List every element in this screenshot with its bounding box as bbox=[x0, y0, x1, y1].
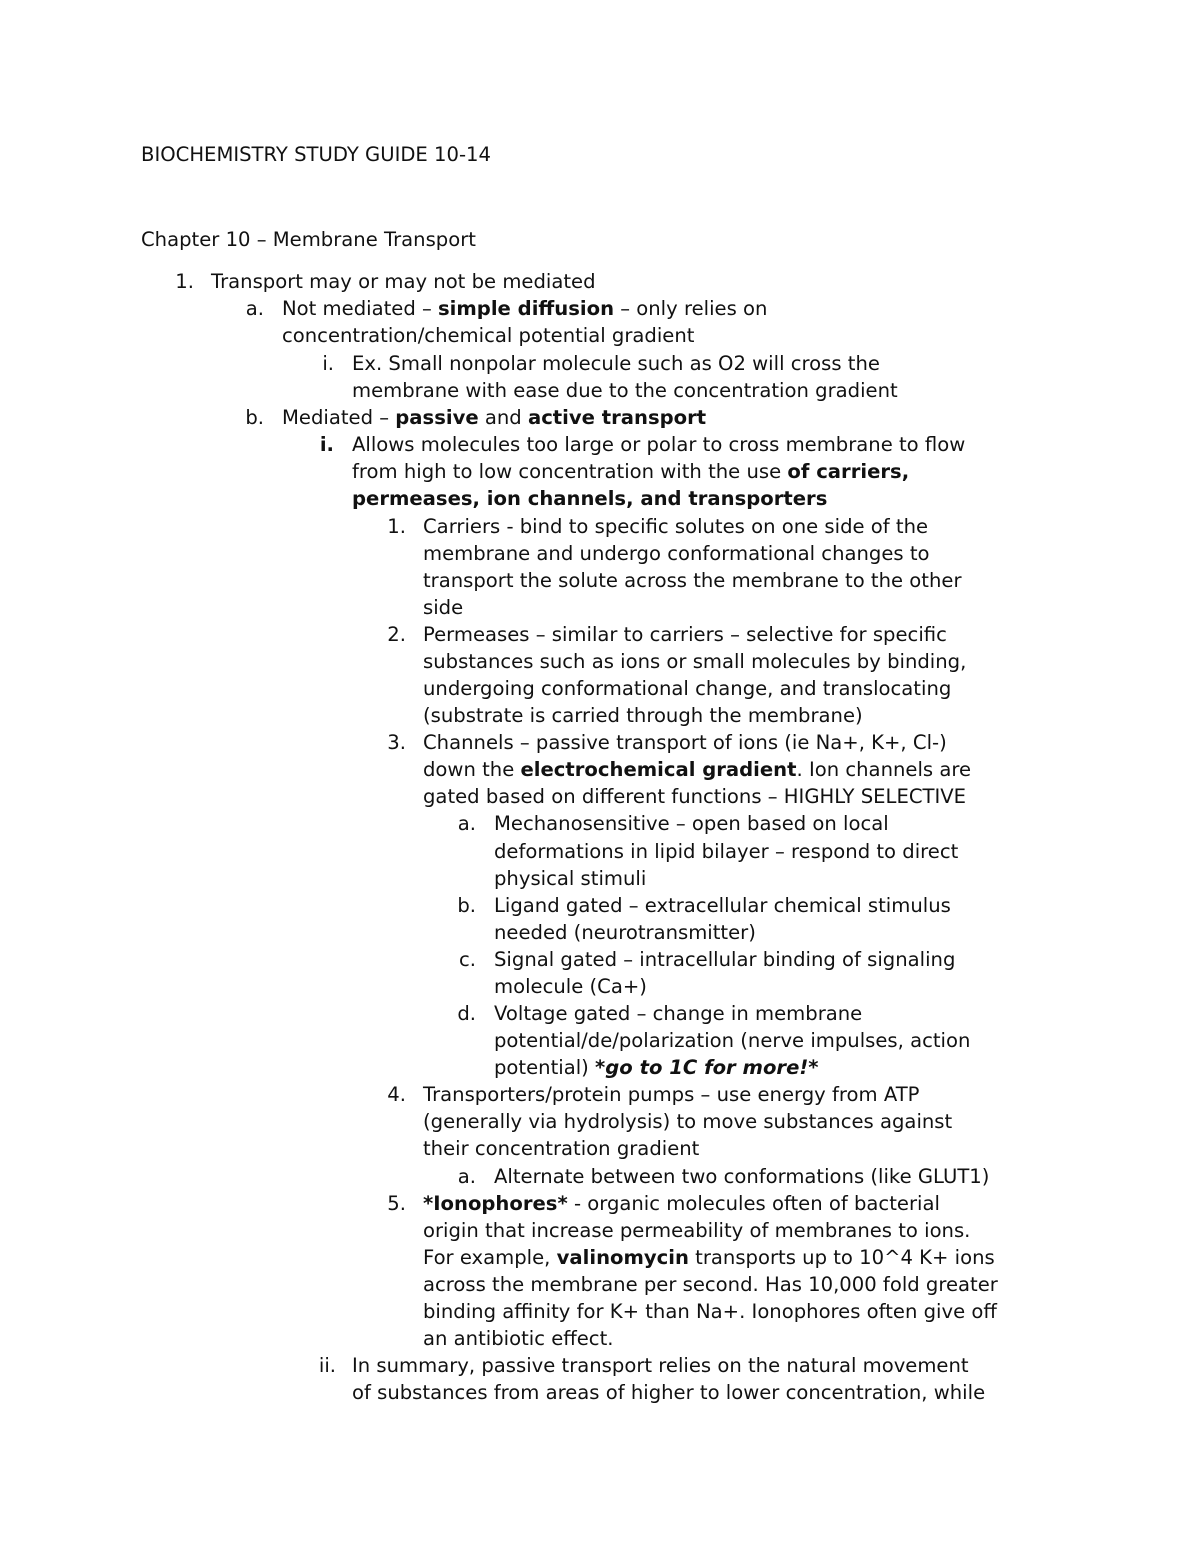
list-marker: b. bbox=[457, 894, 476, 917]
list-marker: 1. bbox=[387, 515, 406, 538]
list-marker: b. bbox=[245, 406, 264, 429]
list-marker: a. bbox=[457, 812, 476, 835]
term-simple-diffusion: simple diffusion bbox=[438, 297, 615, 320]
list-marker: 5. bbox=[387, 1192, 406, 1215]
term-passive: passive bbox=[395, 406, 479, 429]
list-marker: d. bbox=[457, 1002, 476, 1025]
list-marker: 3. bbox=[387, 731, 406, 754]
list-marker: i. bbox=[319, 433, 334, 456]
list-marker: 1. bbox=[175, 270, 194, 293]
list-marker: c. bbox=[458, 948, 476, 971]
cross-reference-note: *go to 1C for more!* bbox=[595, 1056, 819, 1079]
list-item-text: Transport may or may not be mediated bbox=[211, 270, 596, 293]
list-marker: a. bbox=[457, 1165, 476, 1188]
term-valinomycin: valinomycin bbox=[556, 1246, 689, 1269]
term-ionophores: *Ionophores* bbox=[423, 1192, 568, 1215]
term-electrochemical-gradient: electrochemical gradient bbox=[520, 758, 797, 781]
list-marker: a. bbox=[245, 297, 264, 320]
list-marker: 2. bbox=[387, 623, 406, 646]
list-marker: ii. bbox=[318, 1354, 336, 1377]
list-marker: i. bbox=[322, 352, 334, 375]
document-page: BIOCHEMISTRY STUDY GUIDE 10-14 Chapter 10 – Membrane Transport 1. Transport may or may not be mediated a. Not mediated – simple diffusion – only relies on concentration/chemical potential gradient i. Ex. Small nonpolar molecule such as O2 will cross the membrane with ease due to the concentration gradient b. Mediated – passive and active transport i. Allows molecules too large or polar to cross membrane to flow from high to low concentration with the use of carriers, permeases, ion channels, and transporters 1. Carriers - bind to specific solutes on one side of the membrane and undergo conformational changes to transport the solute across the membrane to the other side 2. Permeases – similar to carriers – selective for specific substances such as ions or small molecules by binding, undergoing conformational change, and translocating (substrate is carried through the membrane) 3. Channels – passive transport of ions (ie Na+, K+, Cl-) down the electrochemical gradient. Ion channels are gated based on different functions – HIGHLY SELECTIVE a. Mechanosensitive – open based on local deformations in lipid bilayer – respond to direct physical stimuli b. Ligand gated – extracellular chemical stimulus needed (neurotransmitter) c. Signal gated – intracellular binding of signaling molecule (Ca+) d. Voltage gated – change in membrane potential/de/polarization (nerve impulses, action potential) *go to 1C for more!* 4. Transporters/protein pumps – use energy from ATP (generally via hydrolysis) to move substances against their concentration gradient a. Alternate between two conformations (like GLUT1) 5. *Ionophores* - organic molecules often of bacterial origin that increase permeability of membranes to ions. For example, valinomycin transports up to 10^4 K+ ions across the membrane per second. Has 10,000 fold greater binding affinity for K+ than Na+. Ionophores often give off an antibiotic effect. ii. In summary, passive transport relies on the natural movement of substances from areas of higher to lower concentration, while bbox=[141, 143, 998, 1404]
term-active-transport: active transport bbox=[527, 406, 707, 429]
list-marker: 4. bbox=[387, 1083, 406, 1106]
